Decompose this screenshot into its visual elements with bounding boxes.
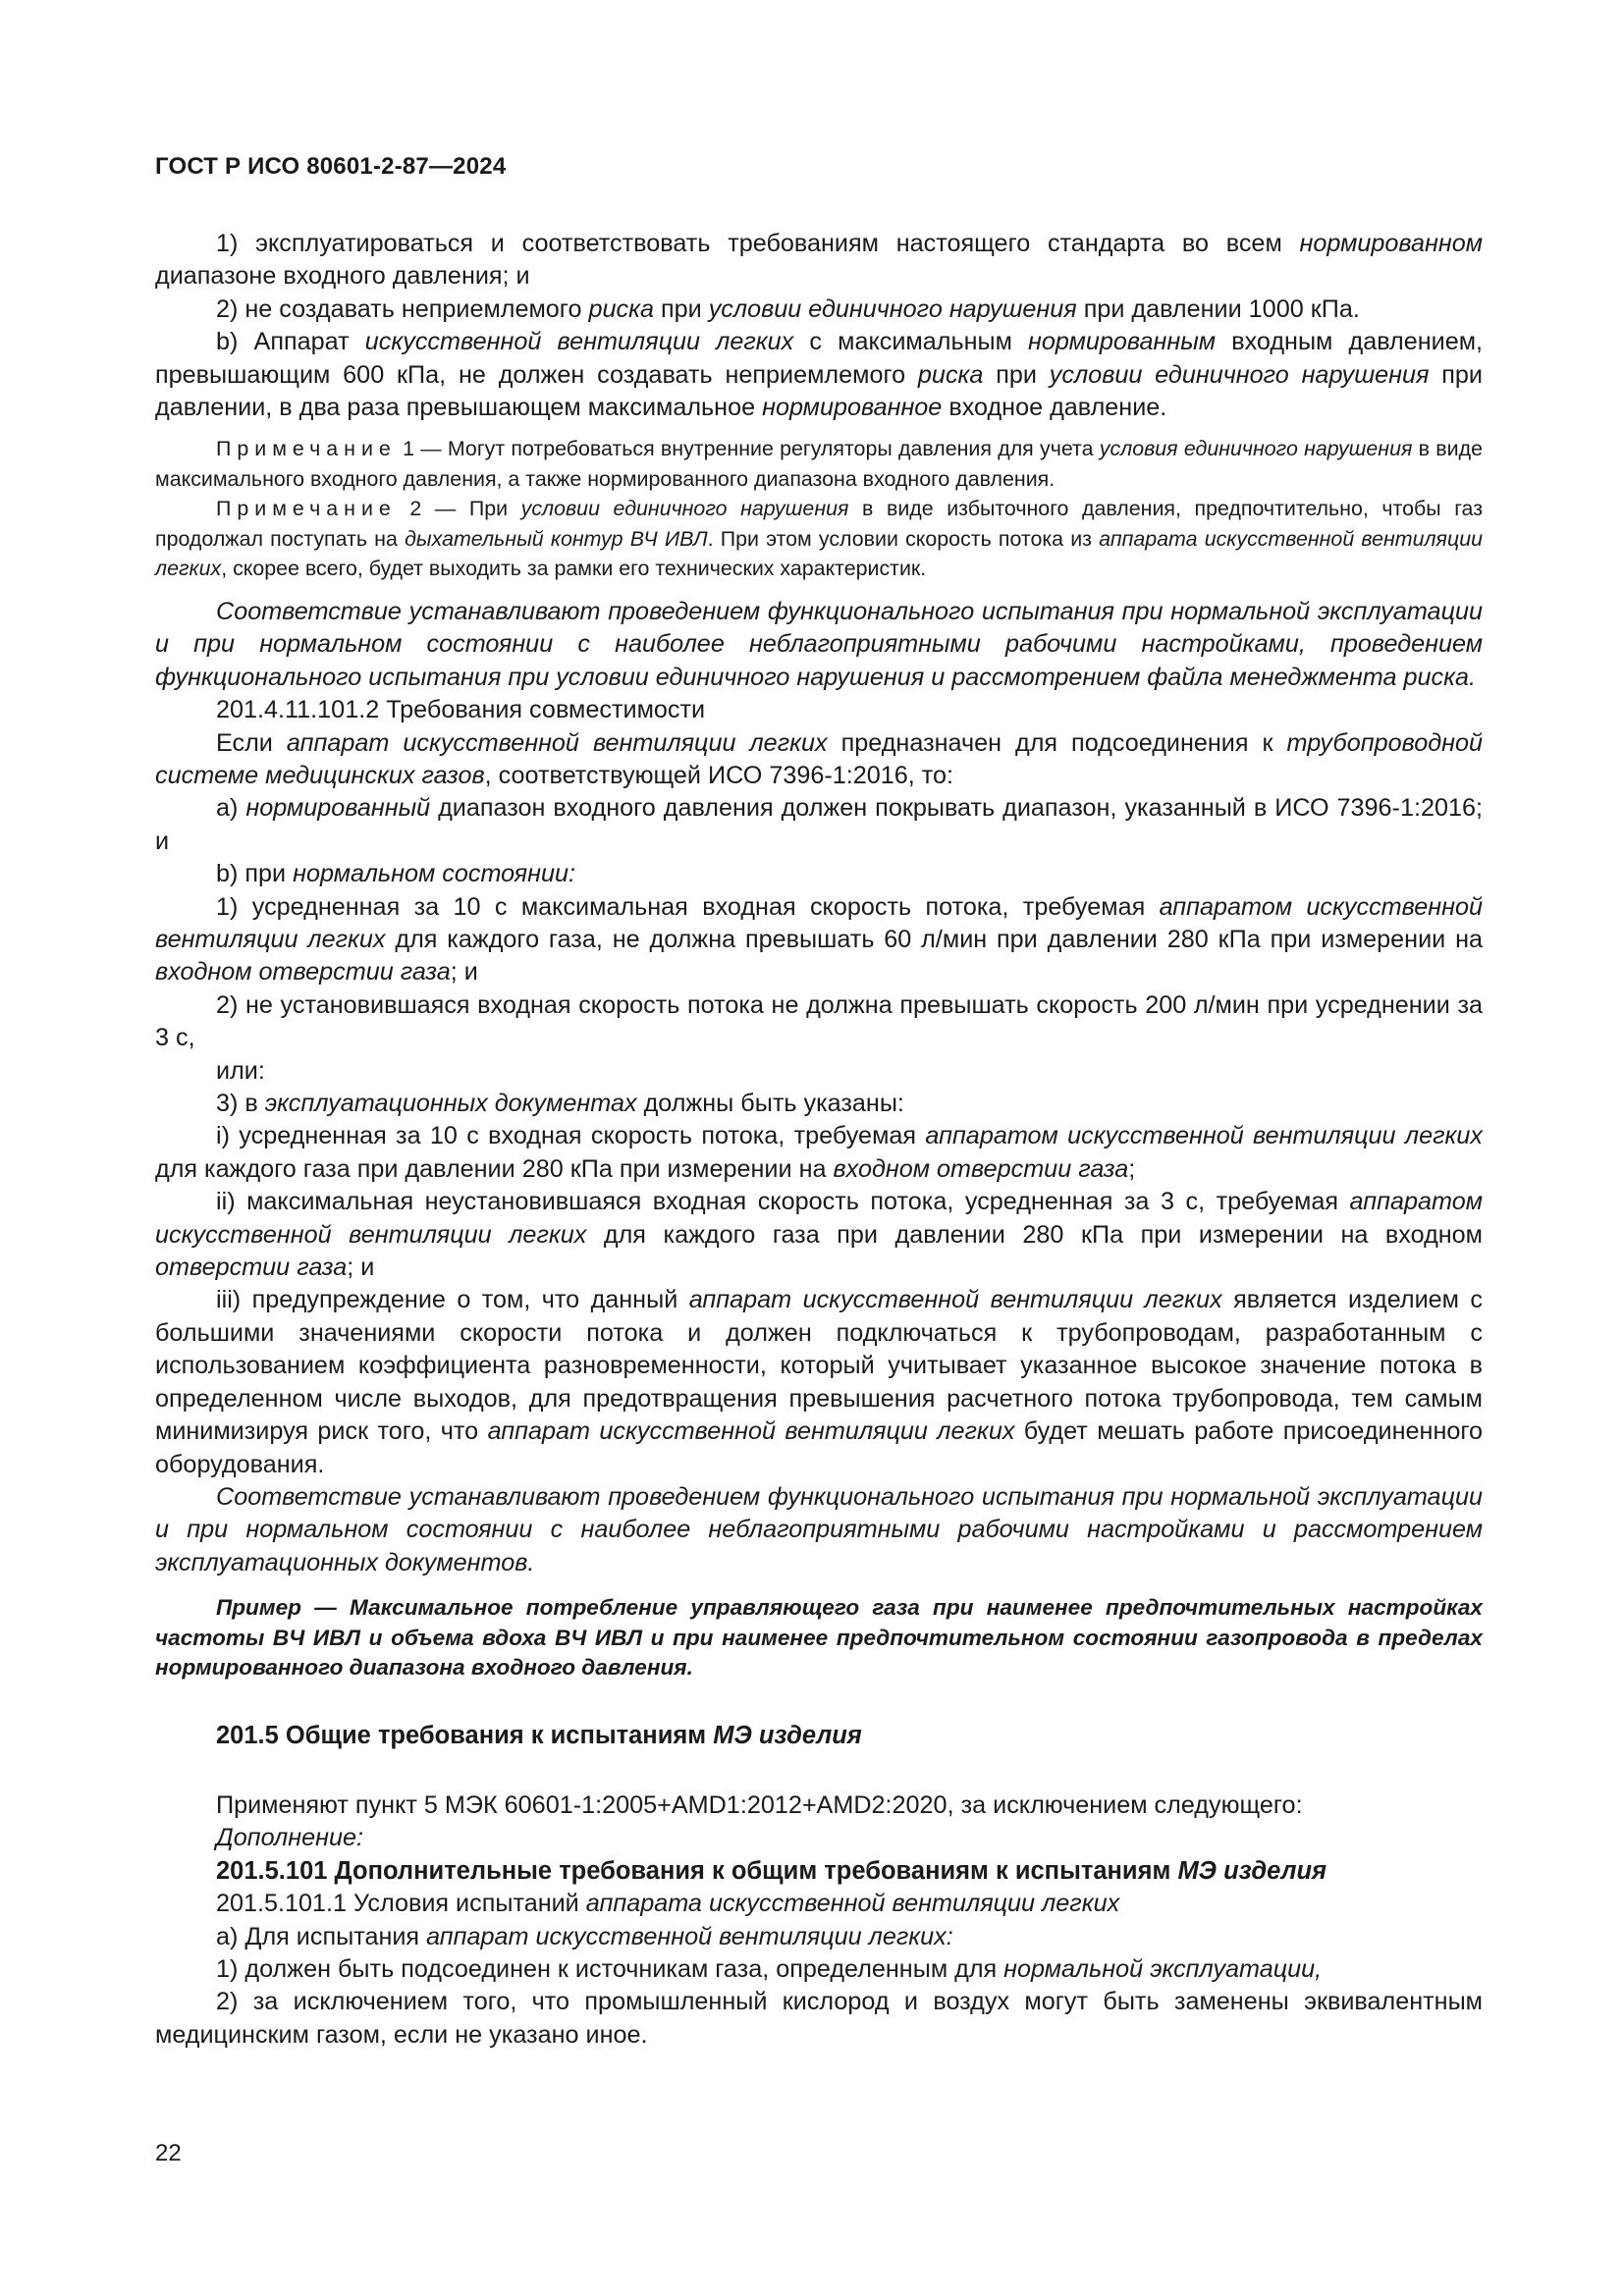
paragraph: 2) не создавать неприемлемого риска при условии единичного нарушения при давлении 1000 кПа. (216, 294, 1360, 323)
compliance-paragraph: Соответствие устанавливают проведением функционального испытания при нормальной эксплуатации и при нормальном состоянии с наиболее неблагоприятными рабочими настройками, проведением функционального испытания при условии единичного нарушения и рассмотрением файла менеджмента риска. (155, 597, 1483, 691)
note (155, 434, 1483, 494)
page-number: 22 (155, 2140, 182, 2166)
paragraph: 1) усредненная за 10 с максимальная входная скорость потока, требуемая аппаратом искусственной вентиляции легких для каждого газа, не должна превышать 60 л/мин при давлении 280 кПа при измерении на входном отверстии газа; и (155, 892, 1484, 987)
compliance-paragraph: Соответствие устанавливают проведением функционального испытания при нормальной эксплуатации и при нормальном состоянии с наиболее неблагоприятными рабочими настройками и рассмотрением эксплуатационных документов. (155, 1482, 1483, 1576)
note-text: 1 — Могут потребоваться внутренние регуляторы давления для учета условия единичного нарушения в виде максимального входного давления, а также нормированного диапазона входного давления. (155, 437, 1483, 491)
paragraph: 201.5.101.1 Условия испытаний аппарата искусственной вентиляции легких (216, 1890, 1120, 1918)
document-body (155, 228, 1483, 2052)
paragraph: а) нормированный диапазон входного давления должен покрывать диапазон, указанный в ИСО 7396-1:2016; и (155, 794, 1483, 855)
paragraph: 2) не установившаяся входная скорость потока не должна превышать скорость 200 л/мин при усреднении за 3 с, (155, 990, 1483, 1052)
paragraph: ii) максимальная неустановившаяся входная скорость потока, усредненная за 3 с, требуемая аппаратом искусственной вентиляции легких для каждого газа при давлении 280 кПа при измерении на входном отверстии газа; и (155, 1188, 1483, 1282)
subsection-heading: 201.5.101 Дополнительные требования к общим требованиям к испытаниям МЭ изделия (216, 1856, 1327, 1885)
paragraph: 1) должен быть подсоединен к источникам газа, определенным для нормальной эксплуатации, (216, 1955, 1323, 1984)
paragraph: Дополнение: (216, 1824, 364, 1852)
example: Пример — Максимальное потребление управляющего газа при наименее предпочтительных настройках частоты ВЧ ИВЛ и объема вдоха ВЧ ИВЛ и при наименее предпочтительном состоянии газопровода в пределах нормированного диапазона входного давления. (155, 1595, 1483, 1681)
paragraph: 1) эксплуатироваться и соответствовать требованиям настоящего стандарта во всем нормированном диапазоне входного давления; и (155, 230, 1483, 291)
section-heading: 201.5 Общие требования к испытаниям МЭ изделия (216, 1721, 862, 1749)
paragraph: а) Для испытания аппарат искусственной вентиляции легких: (216, 1922, 953, 1950)
paragraph: 3) в эксплуатационных документах должны быть указаны: (216, 1090, 904, 1118)
note-text: 2 — При условии единичного нарушения в виде избыточного давления, предпочтительно, чтобы газ продолжал поступать на дыхательный контур ВЧ ИВЛ. При этом условии скорость потока из аппарата искусственной вентиляции легких, скорее всего, будет выходить за рамки его технических характеристик. (155, 497, 1484, 581)
paragraph: Применяют пункт 5 МЭК 60601-1:2005+AMD1:2012+AMD2:2020, за исключением следующего: (216, 1791, 1303, 1820)
subsection-heading: 201.4.11.101.2 Требования совместимости (216, 696, 706, 724)
paragraph: Если аппарат искусственной вентиляции легких предназначен для подсоединения к трубопроводной системе медицинских газов, соответствующей ИСО 7396-1:2016, то: (155, 728, 1484, 789)
paragraph: iii) предупреждение о том, что данный аппарат искусственной вентиляции легких является изделием с большими значениями скорости потока и должен подключаться к трубопроводам, разработанным с использованием коэффициента разновременности, который учитывает указанное высокое значение потока в определенном числе выходов, для предотвращения превышения расчетного потока трубопровода, тем самым минимизируя риск того, что аппарат искусственной вентиляции легких будет мешать работе присоединенного оборудования. (155, 1286, 1484, 1478)
paragraph: 2) за исключением того, что промышленный кислород и воздух могут быть заменены эквивалентным медицинским газом, если не указано иное. (155, 1988, 1483, 2049)
paragraph: b) при нормальном состоянии: (216, 860, 575, 888)
note-label: Примечание (216, 497, 397, 521)
note (155, 494, 1483, 584)
paragraph: i) усредненная за 10 с входная скорость потока, требуемая аппаратом искусственной вентиляции легких для каждого газа при давлении 280 кПа при измерении на входном отверстии газа; (155, 1122, 1483, 1183)
document-header: ГОСТ Р ИСО 80601-2-87—2024 (155, 153, 507, 180)
note-label: Примечание (216, 437, 397, 461)
paragraph: b) Аппарат искусственной вентиляции легких с максимальным нормированным входным давлением, превышающим 600 кПа, не должен создавать неприемлемого риска при условии единичного нарушения при давлении, в два раза превышающем максимальное нормированное входное давление. (155, 328, 1484, 422)
paragraph: или: (216, 1056, 265, 1085)
notes-block (155, 434, 1483, 584)
